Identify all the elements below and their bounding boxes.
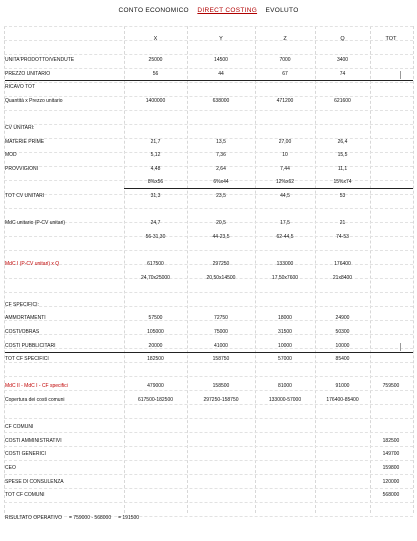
cell-x[interactable]: 182500	[147, 356, 164, 363]
cell-y[interactable]: 7,36	[216, 152, 226, 159]
cell-tot[interactable]: 149700	[382, 451, 400, 458]
cell-tot[interactable]: 759500	[382, 383, 400, 390]
cell-y[interactable]: 44-23,5	[212, 233, 230, 240]
table-row	[0, 136, 417, 150]
cell-x[interactable]: 24,70x25000	[141, 274, 170, 281]
table-row	[0, 163, 417, 177]
row-label: UNITA'PRODOTTO/VENDUTE	[5, 57, 75, 63]
table-row	[0, 421, 417, 435]
cell-x[interactable]: 56	[152, 70, 159, 77]
cell-q[interactable]: 3400	[336, 57, 349, 63]
cell-marker	[400, 71, 401, 79]
row-label: COSTI/OBRAS	[5, 329, 40, 335]
column-header-row	[0, 33, 417, 47]
cell-z[interactable]: 10000	[278, 342, 292, 349]
row-label: CF COMUNI	[5, 424, 34, 431]
row-label: PREZZO UNITARIO	[5, 70, 51, 77]
cell-z[interactable]: 81000	[278, 383, 292, 390]
cell-q[interactable]: 621600	[334, 97, 351, 104]
grid-row-line	[4, 26, 413, 27]
table-row	[0, 462, 417, 476]
table-row	[0, 353, 417, 367]
cell-q[interactable]: 24900	[335, 315, 350, 322]
cell-y[interactable]: 13,5	[216, 138, 226, 145]
table-row	[0, 380, 417, 394]
row-label: COSTI GENERICI	[5, 451, 46, 458]
cell-z[interactable]: 31500	[278, 329, 292, 335]
table-row	[0, 272, 417, 286]
row-label: CF SPECIFICI:	[5, 301, 39, 308]
operating-result	[5, 515, 139, 521]
cell-z[interactable]: 7000	[279, 57, 291, 63]
row-label: PROVVIGIONI	[5, 165, 39, 172]
row-label: SPESE DI CONSULENZA	[5, 478, 64, 485]
table-row	[0, 326, 417, 340]
row-label: CV UNITARI:	[5, 125, 35, 131]
table-row	[0, 435, 417, 449]
table-row	[0, 204, 417, 218]
table-row	[0, 394, 417, 408]
row-label: TOT CF COMUNI	[5, 492, 45, 499]
cell-q[interactable]: 21	[339, 220, 346, 227]
column-header-q: Q	[340, 36, 345, 42]
operating-result-label: RISULTATO OPERATIVO	[5, 515, 63, 521]
cell-q[interactable]: 74	[339, 70, 346, 77]
cell-marker	[400, 343, 401, 351]
cell-y[interactable]: 297250	[212, 261, 230, 267]
row-label: AMMORTAMENTI	[5, 315, 46, 322]
table-row	[0, 217, 417, 231]
cell-q[interactable]: 74-53	[336, 233, 349, 240]
row-label: Copertura dei costi comuni	[5, 397, 65, 403]
operating-result-value: = 191500	[118, 515, 140, 521]
row-label: MdC unitario (P-CV unitari)	[5, 220, 66, 227]
cell-q[interactable]: 21x8400	[332, 274, 353, 281]
cell-x[interactable]: 105000	[147, 329, 164, 335]
table-row	[0, 122, 417, 136]
cell-x[interactable]: 479000	[147, 383, 164, 390]
cell-x[interactable]: 617500-182500	[137, 397, 174, 403]
table-row	[0, 244, 417, 258]
cell-x[interactable]: 617500	[147, 261, 164, 267]
cell-y[interactable]: 75000	[214, 329, 228, 335]
cell-z[interactable]: 10	[282, 152, 288, 159]
cell-q[interactable]: 15%x74	[333, 179, 352, 186]
cell-z[interactable]: 18000	[278, 315, 292, 322]
cell-z[interactable]: 44,5	[280, 193, 290, 199]
cell-y[interactable]: 158500	[212, 383, 230, 390]
cell-y[interactable]: 158750	[212, 356, 230, 363]
cell-y[interactable]: 20,50x14500	[206, 274, 236, 281]
table-row	[0, 489, 417, 503]
cell-x[interactable]: 21,7	[150, 138, 161, 145]
title-right: EVOLUTO	[265, 7, 299, 14]
table-row	[0, 108, 417, 122]
table-row	[0, 408, 417, 422]
table-row	[0, 149, 417, 163]
column-header-tot: TOT	[385, 36, 397, 42]
cell-q[interactable]: 26,4	[337, 138, 348, 145]
total-underline	[5, 80, 413, 81]
cell-z[interactable]: 57000	[278, 356, 292, 363]
cell-tot[interactable]: 120000	[382, 478, 400, 485]
cell-q[interactable]: 176400	[334, 261, 351, 267]
row-label: MdC I (P-CV unitari) x Q	[5, 261, 60, 267]
row-label: MATERIE PRIME	[5, 138, 45, 145]
cell-x[interactable]: 8%x56	[147, 179, 164, 186]
cell-q[interactable]: 15,5	[337, 152, 348, 159]
cell-x[interactable]: 5,12	[150, 152, 161, 159]
table-row	[0, 54, 417, 68]
cell-q[interactable]: 50300	[335, 329, 350, 335]
row-label: Quantità x Prezzo unitario	[5, 97, 63, 104]
cell-q[interactable]: 53	[339, 193, 346, 199]
cell-x[interactable]: 56-31,30	[145, 233, 166, 240]
row-label: TOT CV UNITARI	[5, 193, 45, 199]
cell-y[interactable]: 14500	[214, 57, 228, 63]
cell-y[interactable]: 6%x44	[213, 179, 229, 186]
table-row	[0, 299, 417, 313]
table-row	[0, 231, 417, 245]
cell-y[interactable]: 72750	[214, 315, 228, 322]
row-label: RICAVO TOT	[5, 84, 36, 91]
column-header-y: Y	[219, 36, 223, 42]
cell-q[interactable]: 10000	[335, 342, 350, 349]
table-row	[0, 285, 417, 299]
cell-z[interactable]: 62-44,5	[276, 233, 294, 240]
cell-z[interactable]: 17,50x7600	[271, 274, 299, 281]
table-row	[0, 448, 417, 462]
row-label: MOD	[5, 152, 17, 159]
cell-y[interactable]: 638000	[212, 97, 230, 104]
operating-result-formula: = 759000 - 568000	[69, 515, 112, 521]
cell-tot[interactable]: 568000	[382, 492, 400, 499]
cell-x[interactable]: 57500	[148, 315, 163, 322]
cell-y[interactable]: 23,5	[216, 193, 226, 199]
table-row	[0, 367, 417, 381]
cell-x[interactable]: 25000	[148, 57, 163, 63]
cell-tot[interactable]: 182500	[382, 437, 400, 444]
table-row	[0, 258, 417, 272]
title-middle: DIRECT COSTING	[197, 7, 258, 14]
cell-x[interactable]: 4,48	[150, 165, 161, 172]
cell-z[interactable]: 27,00	[278, 138, 292, 145]
cell-x[interactable]: 20000	[148, 342, 163, 349]
cell-y[interactable]: 2,64	[216, 165, 226, 172]
column-header-z: Z	[283, 36, 287, 42]
cell-z[interactable]: 17,5	[280, 220, 290, 227]
cell-y[interactable]: 41000	[214, 342, 228, 349]
cell-z[interactable]: 133000-57000	[268, 397, 302, 403]
cell-z[interactable]: 67	[282, 70, 288, 77]
cell-z[interactable]: 7,44	[280, 165, 290, 172]
cell-q[interactable]: 85400	[335, 356, 350, 363]
cell-z[interactable]: 133000	[276, 261, 294, 267]
total-underline	[124, 188, 413, 189]
table-row	[0, 81, 417, 95]
row-label: COSTI AMMINISTRATIVI	[5, 437, 62, 444]
row-label: TOT CF SPECIFICI	[5, 356, 49, 363]
column-header-x: X	[153, 36, 158, 42]
cell-y[interactable]: 297250-158750	[203, 397, 239, 403]
row-label: CEO	[5, 465, 16, 471]
cell-z[interactable]: 12%x62	[275, 179, 295, 186]
table-row	[0, 476, 417, 490]
table-row	[0, 95, 417, 109]
title-left: CONTO ECONOMICO	[118, 7, 189, 14]
cell-y[interactable]: 44	[218, 70, 224, 77]
cell-x[interactable]: 31,3	[150, 193, 161, 199]
row-label: MdC II - MdC I - CF specifici	[5, 383, 68, 390]
cell-q[interactable]: 176400-85400	[326, 397, 359, 403]
cell-q[interactable]: 11,1	[337, 165, 348, 172]
table-row	[0, 190, 417, 204]
cell-q[interactable]: 91000	[335, 383, 350, 390]
cell-x[interactable]: 24,7	[150, 220, 161, 227]
cell-z[interactable]: 471200	[276, 97, 294, 104]
row-label: COSTI PUBBLICITARI	[5, 342, 56, 349]
table-row	[0, 312, 417, 326]
total-underline	[5, 352, 413, 353]
cell-y[interactable]: 20,5	[216, 220, 226, 227]
cell-x[interactable]: 1400000	[145, 97, 166, 104]
cell-tot[interactable]: 159800	[382, 465, 400, 471]
